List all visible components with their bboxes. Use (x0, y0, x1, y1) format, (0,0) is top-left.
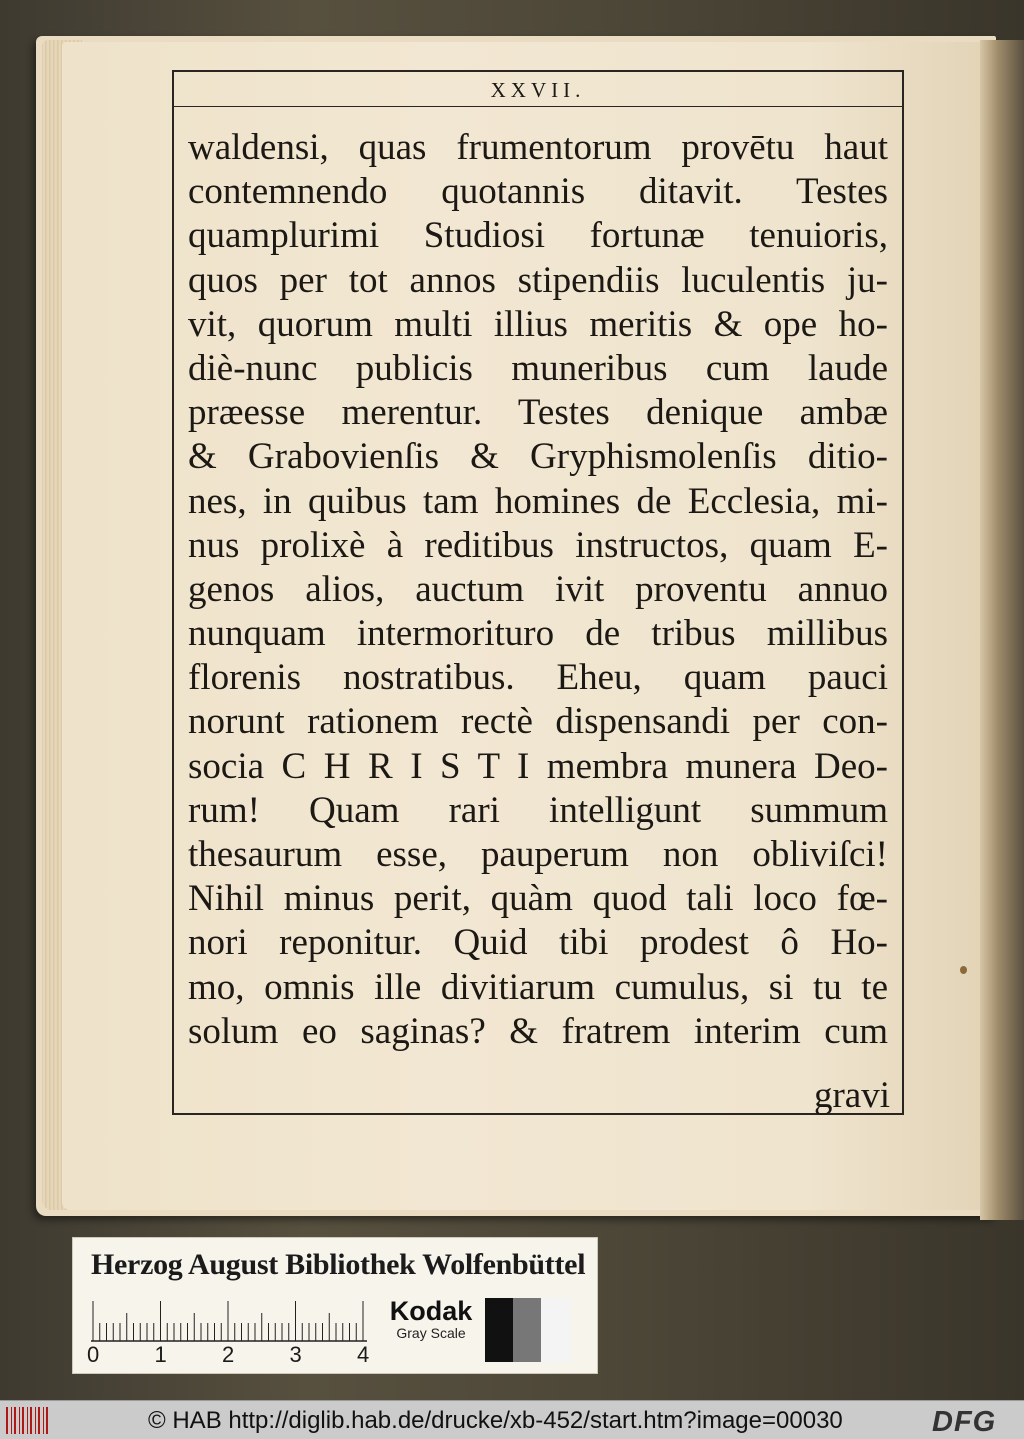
text-line: Nihil minus perit, quàm quod tali loco fœ- (188, 878, 888, 920)
kodak-subtitle: Gray Scale (396, 1325, 466, 1341)
gray-swatch (541, 1298, 571, 1362)
kodak-brand: Kodak (389, 1296, 473, 1326)
text-line: mo, omnis ille divitiarum cumulus, si tu te (188, 966, 888, 1008)
text-line: quos per tot annos stipendiis luculentis ju- (188, 259, 888, 301)
text-line: quamplurimi Studiosi fortunæ tenuioris, (188, 215, 888, 257)
text-line: socia C H R I S T I membra munera Deo- (188, 745, 888, 787)
ruler-number: 4 (357, 1342, 370, 1367)
library-title: Herzog August Bibliothek Wolfenbüttel (91, 1248, 586, 1281)
text-line: & Grabovienſis & Gryphismolenſis ditio- (188, 436, 888, 478)
book-gutter (980, 40, 1024, 1220)
text-line: solum eo saginas? & fratrem interim cum (188, 1010, 888, 1052)
text-line: florenis nostratibus. Eheu, quam pauci (188, 657, 888, 699)
color-card (72, 1237, 598, 1374)
ruler-numbers (83, 1342, 373, 1370)
text-line: rum! Quam rari intelligunt summum (188, 789, 888, 831)
ruler-number: 2 (222, 1342, 235, 1367)
text-line: contemnendo quotannis ditavit. Testes (188, 171, 888, 213)
running-head: XXVII. (490, 78, 586, 102)
text-line: genos alios, auctum ivit proventu annuo (188, 568, 888, 610)
gray-swatch (485, 1298, 513, 1362)
text-line: vit, quorum multi illius meritis & ope ho- (188, 303, 888, 345)
text-line: nus prolixè à reditibus instructos, quam E- (188, 524, 888, 566)
gray-swatch (513, 1298, 541, 1362)
text-line: diè-nunc publicis muneribus cum laude (188, 347, 888, 389)
dfg-logo: DFG (932, 1406, 997, 1438)
text-line: nori reponitur. Quid tibi prodest ô Ho- (188, 922, 888, 964)
kodak-label (381, 1296, 481, 1341)
text-body (188, 126, 888, 1054)
text-line: waldensi, quas frumentorum provētu haut (188, 127, 888, 168)
footer-bar (0, 1400, 1024, 1439)
text-line: nes, in quibus tam homines de Ecclesia, mi- (188, 480, 888, 522)
footer-citation[interactable]: © HAB http://diglib.hab.de/drucke/xb-452/start.htm?image=00030 (148, 1407, 843, 1434)
text-frame (172, 70, 904, 1115)
paper-spot (960, 966, 967, 974)
text-line: præesse merentur. Testes denique ambæ (188, 392, 888, 434)
ruler-number: 1 (154, 1342, 167, 1367)
text-line: norunt rationem rectè dispensandi per con- (188, 701, 888, 743)
ruler-number: 0 (87, 1342, 100, 1367)
catchword: gravi (813, 1075, 890, 1116)
barcode-icon (6, 1407, 50, 1434)
ruler-scale (91, 1300, 367, 1342)
text-line: nunquam intermorituro de tribus millibus (188, 613, 888, 655)
ruler-number: 3 (289, 1342, 302, 1367)
text-line: thesaurum esse, pauperum non obliviſci! (188, 834, 888, 875)
